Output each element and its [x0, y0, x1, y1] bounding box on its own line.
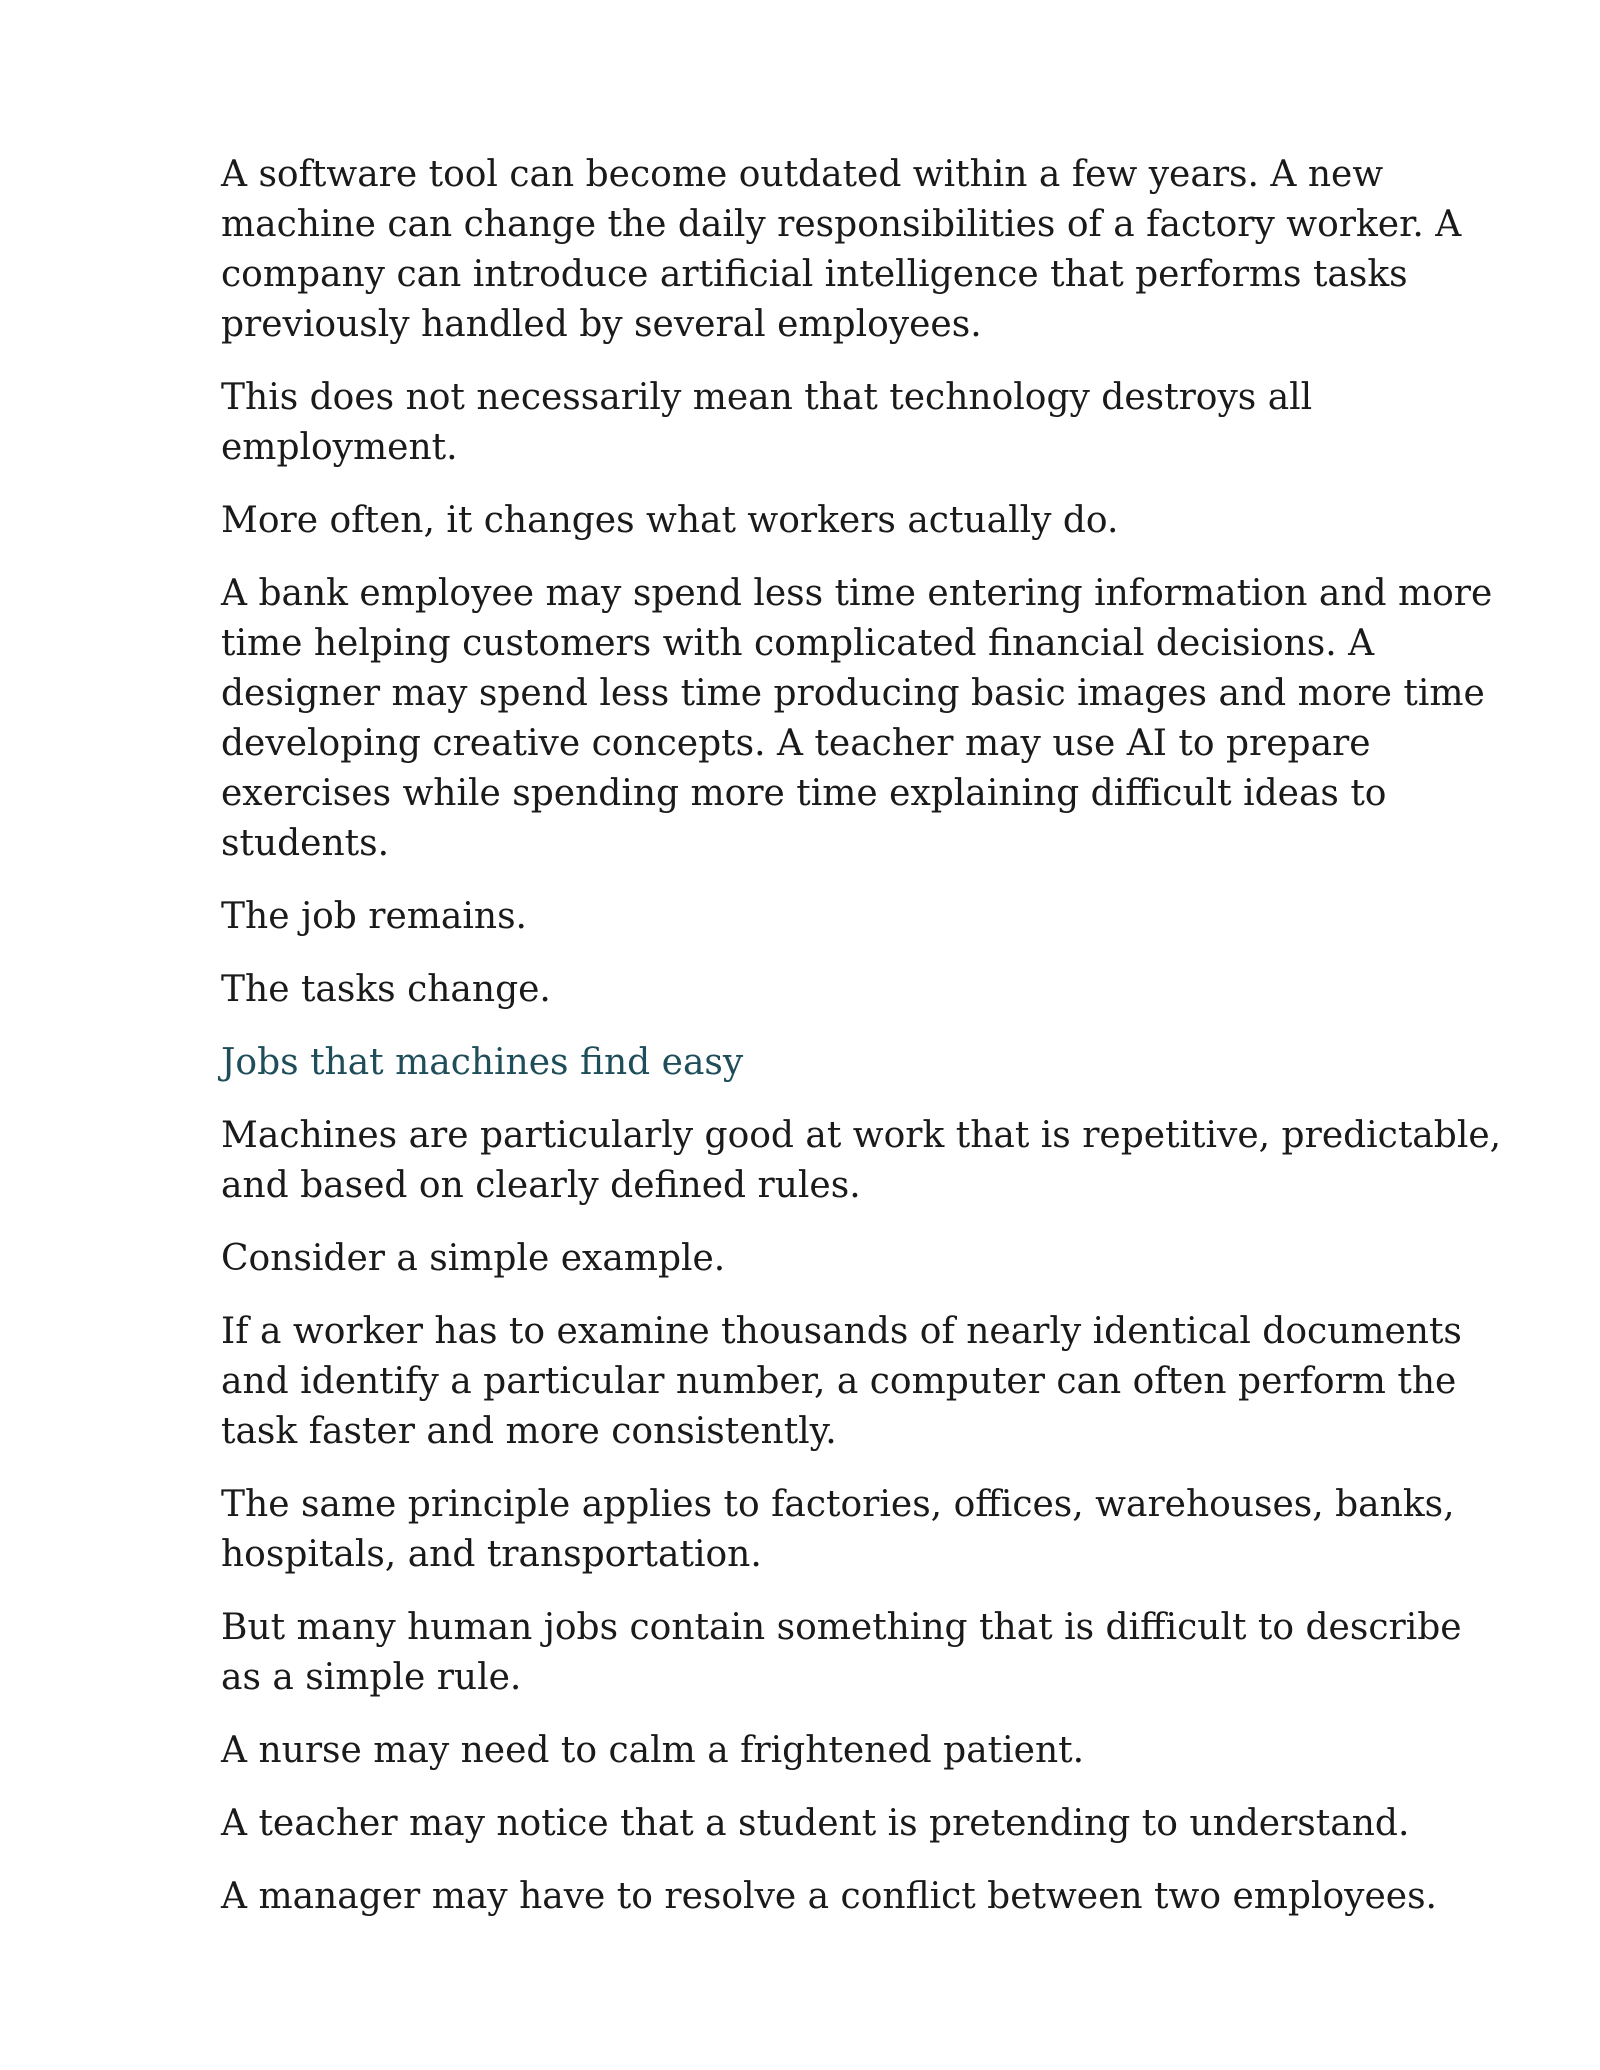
paragraph-examples-bank-designer-teacher: A bank employee may spend less time entering information and more time helping customers with complicated financial decisions. A designer may spend less time producing basic images and more time developing creative concepts. A teacher may use AI to prepare exercises while spending more time explaining difficult ideas to students.	[221, 573, 1493, 864]
paragraph-simple-example: Consider a simple example.	[221, 1238, 726, 1279]
paragraph-same-principle: The same principle applies to factories, offices, warehouses, banks, hospitals, and transportation.	[221, 1484, 1455, 1575]
paragraph-manager: A manager may have to resolve a conflict between two employees.	[221, 1876, 1437, 1917]
paragraph-software-outdated: A software tool can become outdated within a few years. A new machine can change the daily responsibilities of a factory worker. A company can introduce artificial intelligence that performs tasks previously handled by several employees.	[221, 154, 1462, 345]
paragraph-documents-example: If a worker has to examine thousands of nearly identical documents and identify a particular number, a computer can often perform the task faster and more consistently.	[221, 1311, 1462, 1452]
paragraph-changes-what-workers-do: More often, it changes what workers actually do.	[221, 500, 1119, 541]
section-heading: Jobs that machines find easy	[221, 1042, 744, 1083]
paragraph-machines-good-at: Machines are particularly good at work that is repetitive, predictable, and based on clearly defined rules.	[221, 1115, 1502, 1206]
paragraph-tasks-change: The tasks change.	[221, 969, 551, 1010]
paragraph-human-jobs: But many human jobs contain something that is difficult to describe as a simple rule.	[221, 1607, 1462, 1698]
paragraph-not-destroy-employment: This does not necessarily mean that technology destroys all employment.	[221, 377, 1313, 468]
paragraph-nurse: A nurse may need to calm a frightened patient.	[221, 1730, 1085, 1771]
document-body	[221, 150, 1511, 1945]
paragraph-job-remains: The job remains.	[221, 896, 527, 937]
paragraph-teacher: A teacher may notice that a student is pretending to understand.	[221, 1803, 1410, 1844]
